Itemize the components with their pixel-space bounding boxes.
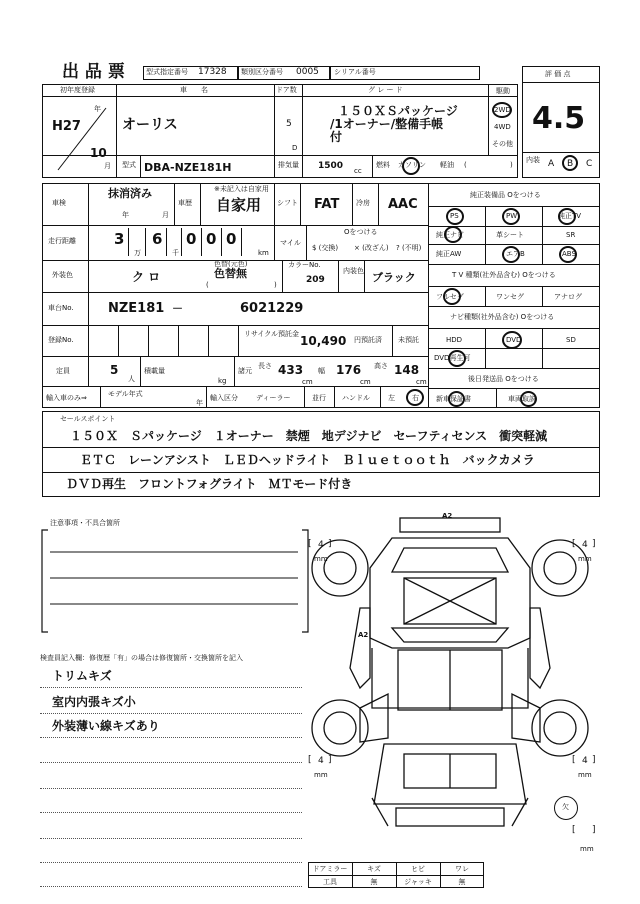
grade-line3: 付 [330, 130, 343, 144]
model-cert-label: 型式指定番号 [146, 68, 188, 76]
tv-fullseg-circle [443, 288, 461, 305]
notes-bracket [40, 526, 310, 636]
color-label: 外装色 [52, 271, 73, 279]
sales-line1: １５０Ｘ Ｓパッケージ １オーナー 禁煙 地デジナビ セーフティセンス 衝突軽減 [70, 429, 548, 443]
fuel-diesel: 軽油 [440, 161, 454, 169]
mileage-exch: $ (交換) [312, 244, 339, 252]
history-note: ※未記入は自家用 [214, 185, 269, 193]
tire-rr-bracket-l: [ [572, 755, 576, 765]
sales-line2: ＥＴＣ レーンアシスト ＬＥＤヘッドライト Ｂｌｕｅｔｏｏｔｈ バックカメラ [80, 453, 535, 467]
car-name-value: オーリス [122, 117, 178, 133]
recycle-value: 10,490 [300, 334, 347, 348]
mileage-unknown: ? (不明) [396, 244, 422, 252]
first-reg-year-unit: 年 [94, 105, 101, 113]
diagram-a2-side: A2 [358, 631, 369, 639]
inspection-year: 年 [122, 211, 129, 219]
history-label: 車歴 [178, 199, 192, 207]
repaint-label: 色替(元色) [214, 260, 248, 268]
tv-analog: アナログ [554, 293, 582, 301]
color-value: ク ロ [132, 270, 161, 284]
score-value: 4.5 [532, 101, 586, 136]
footer-tools: 工具 [323, 878, 337, 886]
tire-rl-bracket-l: [ [308, 755, 312, 765]
navi-dvd-play-circle [448, 350, 466, 367]
spare-bracket-r: ] [592, 825, 596, 835]
later-title: 後日発送品 Oをつける [468, 375, 539, 383]
doors-suffix: D [292, 144, 298, 152]
diagram-a2-top: A2 [442, 512, 453, 520]
tire-rr-unit: mm [578, 771, 592, 779]
spare-unit: mm [580, 845, 594, 853]
model-year-unit: 年 [196, 399, 203, 407]
mileage-d3: 0 [186, 230, 197, 248]
doors-label: ドア数 [276, 86, 297, 94]
class-no: 0005 [296, 67, 319, 77]
shift-label: シフト [277, 199, 298, 207]
first-reg-era: H27 [52, 119, 81, 134]
grade-label: グ レ ー ド [368, 86, 403, 94]
mileage-label: 走行距離 [48, 237, 76, 245]
tire-fl-value: 4 [318, 540, 324, 550]
serial-label: シリアル番号 [334, 68, 376, 76]
tire-rr-value: 4 [582, 756, 588, 766]
score-label: 評 価 点 [545, 70, 571, 78]
drive-other: その他 [492, 140, 513, 148]
navi-type-title: ナビ種類(社外品含む) Oをつける [450, 313, 555, 321]
equip-aw: 純正AW [436, 250, 462, 258]
navi-sd: SD [566, 336, 576, 344]
import-right-circle [406, 389, 424, 406]
interior-grade-b: B [567, 159, 574, 169]
import-category-label: 輸入区分 [210, 394, 238, 402]
chassis-prefix: NZE181 [108, 301, 165, 316]
navi-hdd: HDD [446, 336, 463, 344]
tire-rl-value: 4 [318, 756, 324, 766]
displacement-unit: cc [354, 167, 362, 175]
import-dealer: ディーラー [256, 394, 291, 402]
repaint-paren-l: ( [206, 281, 209, 289]
drive-4wd: 4WD [494, 123, 511, 131]
interior-grade-circle [562, 155, 578, 171]
mileage-km: km [258, 249, 269, 257]
form-title: 出 品 票 [62, 62, 125, 82]
interior-grade-c: C [586, 159, 593, 169]
footer-mirror: ドアミラー [312, 865, 348, 873]
inspection-label: 車検 [52, 199, 66, 207]
dims-len: 433 [278, 363, 304, 377]
navi-dvd-play: DVD再生可 [434, 354, 471, 362]
int-color-value: ブラック [372, 271, 416, 284]
drive-label: 駆動 [496, 87, 510, 95]
mileage-d2: 6 [152, 230, 163, 248]
footer-break: ワレ [455, 865, 469, 873]
grade-line2: /1オーナー/整備手帳 [330, 117, 444, 131]
import-left: 左 [388, 394, 395, 402]
later-warranty: 新車保証書 [436, 395, 471, 403]
dims-wid-label: 幅 [318, 367, 325, 375]
footer-jack: ジャッキ [404, 878, 432, 886]
equip-tv: 純正TV [558, 212, 582, 220]
fuel-gas-circle [402, 157, 420, 175]
tire-fl-bracket-l: [ [308, 539, 312, 549]
note-item-3: 外装薄い線キズあり [52, 719, 160, 733]
inspector-label: 検査員記入欄：修復歴「有」の場合は修復箇所・交換箇所を記入 [40, 654, 243, 662]
sales-line3: ＤＶＤ再生 フロントフォグライト ＭＴモード付き [66, 477, 353, 491]
color-no-label: カラーNo. [288, 261, 321, 269]
tire-fl-unit: mm [314, 555, 328, 563]
model-label: 型式 [122, 161, 136, 169]
tire-fr-bracket-r: ] [592, 539, 596, 549]
tire-fr-unit: mm [578, 555, 592, 563]
repaint-paren-r: ) [274, 281, 277, 289]
equip-pw: PW [506, 212, 518, 220]
spare-tire-missing: 欠 [562, 803, 569, 811]
load-label: 積載量 [144, 367, 165, 375]
later-warranty-circle [448, 391, 465, 407]
reg-no-label: 登録No. [48, 336, 74, 344]
mileage-sen: 千 [172, 249, 179, 257]
displacement-value: 1500 [318, 161, 344, 171]
recycle-label: リサイクル預託金 [244, 330, 300, 338]
footer-scratch: キズ [367, 865, 381, 873]
fuel-label: 燃料 [376, 161, 390, 169]
fuel-paren-l: ( [464, 161, 467, 169]
drive-2wd-circle [492, 102, 512, 118]
ac-value: AAC [388, 197, 418, 212]
recycle-unit: 円預託済 [354, 336, 382, 344]
equip-pw-circle [502, 208, 520, 225]
dims-len-unit: cm [302, 378, 313, 386]
capacity-unit: 人 [128, 375, 135, 383]
first-reg-month: 10 [90, 146, 107, 160]
later-manual-circle [520, 391, 537, 407]
import-handle: ハンドル [342, 394, 370, 402]
model-value: DBA-NZE181H [144, 161, 232, 174]
interior-grade-label: 内装 [526, 156, 540, 164]
navi-dvd: DVD [506, 336, 522, 344]
mileage-man: 万 [134, 249, 141, 257]
note-item-1: トリムキズ [52, 669, 112, 683]
tire-fr-value: 4 [582, 540, 588, 550]
fuel-paren-r: ) [510, 161, 513, 169]
note-item-2: 室内内張キズ小 [52, 695, 136, 709]
dims-hgt: 148 [394, 363, 420, 377]
ac-label: 冷房 [356, 199, 370, 207]
mileage-mile: マイル [280, 239, 301, 247]
chassis-dash: － [172, 302, 183, 315]
dims-hgt-label: 高さ [374, 362, 388, 370]
navi-dvd-circle [502, 331, 522, 349]
equip-sr: SR [566, 231, 576, 239]
tire-rl-unit: mm [314, 771, 328, 779]
recycle-unpaid: 未預託 [398, 336, 419, 344]
tire-rr-bracket-r: ] [592, 755, 596, 765]
grade-line1: １５０ＸＳパッケージ [338, 104, 458, 118]
tv-fullseg: フルセグ [436, 293, 464, 301]
spare-bracket-l: [ [572, 825, 576, 835]
equip-navi: 純正ナビ [436, 231, 464, 239]
drive-2wd: 2WD [494, 106, 511, 114]
footer-tools-value: 無 [370, 878, 378, 886]
mileage-tamper: × (改ざん) [354, 244, 389, 252]
first-reg-month-unit: 月 [104, 162, 111, 170]
equip-leather: 革シート [496, 231, 524, 239]
mileage-d5: 0 [226, 230, 237, 248]
dims-hgt-unit: cm [416, 378, 427, 386]
equip-tv-circle [558, 208, 576, 225]
tire-rl-bracket-r: ] [328, 755, 332, 765]
import-parallel: 並行 [312, 394, 326, 402]
displacement-label: 排気量 [278, 161, 299, 169]
car-diagram [300, 508, 600, 848]
import-right: 右 [412, 394, 419, 402]
mileage-circle-note: Oをつける [344, 228, 378, 236]
footer-jack-value: 無 [458, 878, 466, 886]
car-name-label: 車 名 [180, 86, 208, 94]
doors-value: 5 [286, 119, 292, 129]
import-label: 輸入車のみ⇒ [46, 394, 87, 402]
dims-wid-unit: cm [360, 378, 371, 386]
equip-ps-circle [446, 208, 464, 225]
int-color-label: 内装色 [343, 267, 364, 275]
tire-fl-bracket-r: ] [328, 539, 332, 549]
class-label: 類別区分番号 [241, 68, 283, 76]
repaint-value: 色替無 [214, 267, 247, 280]
shift-value: FAT [314, 197, 340, 212]
mileage-d4: 0 [206, 230, 217, 248]
chassis-label: 車台No. [48, 304, 74, 312]
interior-grade-a: A [548, 159, 555, 169]
dims-label: 諸元 [238, 367, 252, 375]
color-no-value: 209 [306, 275, 325, 285]
inspection-value: 抹消済み [108, 187, 152, 200]
history-value: 自家用 [216, 196, 262, 214]
footer-crack: ヒビ [411, 865, 425, 873]
equip-abs: ABS [562, 250, 576, 258]
mileage-d1: 3 [114, 230, 125, 248]
dims-len-label: 長さ [258, 362, 272, 370]
equip-airbag-circle [502, 246, 520, 263]
chassis-number: 6021229 [240, 301, 304, 316]
tv-type-title: T V 種類(社外品含む) Oをつける [452, 271, 556, 279]
equip-ps: PS [450, 212, 459, 220]
equip-airbag: エアB [506, 250, 525, 258]
model-year-label: モデル年式 [108, 390, 143, 398]
dims-wid: 176 [336, 363, 362, 377]
equip-navi-circle [444, 226, 462, 243]
notes-label: 注意事項・不具合箇所 [50, 519, 120, 527]
inspection-month: 月 [162, 211, 169, 219]
equip-title: 純正装備品 Oをつける [470, 191, 541, 199]
load-unit: kg [218, 377, 227, 385]
capacity-value: 5 [110, 363, 119, 377]
tire-fr-bracket-l: [ [572, 539, 576, 549]
fuel-gas: ガソリン [398, 161, 426, 169]
later-manual: 車両取説 [508, 395, 536, 403]
capacity-label: 定員 [56, 367, 70, 375]
first-reg-label: 初年度登録 [60, 86, 95, 94]
model-cert-no: 17328 [198, 67, 227, 77]
equip-abs-circle [559, 246, 577, 263]
sales-label: セールスポイント [60, 415, 116, 423]
tv-oneseg: ワンセグ [496, 293, 524, 301]
